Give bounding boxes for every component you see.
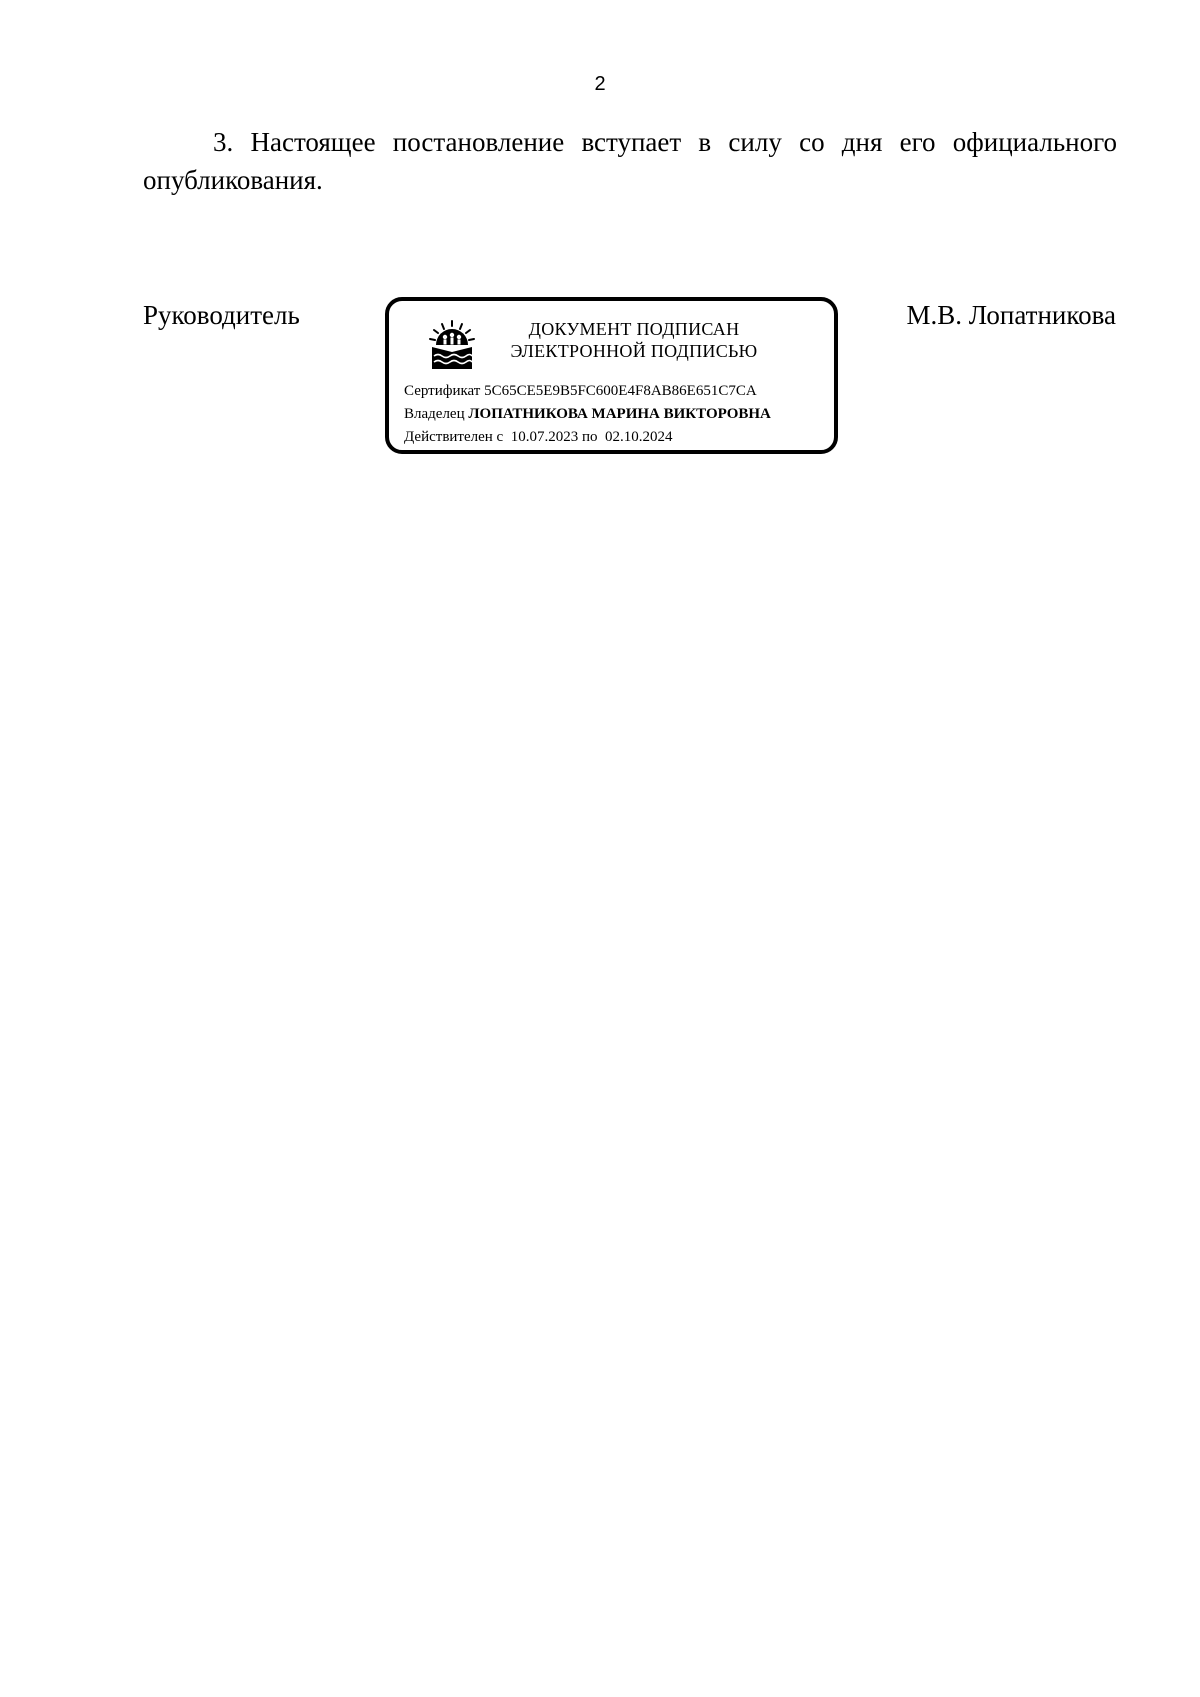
signatory-role: Руководитель bbox=[143, 300, 300, 330]
valid-to-label: по bbox=[581, 429, 598, 445]
stamp-title-line2: ЭЛЕКТРОННОЙ ПОДПИСЬЮ bbox=[510, 341, 758, 361]
valid-from: 10.07.2023 bbox=[510, 429, 579, 445]
resolution-paragraph bbox=[143, 123, 1117, 199]
valid-label: Действителен с bbox=[404, 429, 504, 445]
coat-of-arms-icon bbox=[425, 319, 479, 371]
electronic-signature-stamp bbox=[385, 297, 838, 454]
owner-line bbox=[404, 405, 771, 423]
validity-line bbox=[404, 428, 673, 446]
signatory-name: М.В. Лопатникова bbox=[906, 300, 1116, 330]
page-number: 2 bbox=[594, 73, 606, 95]
valid-to: 02.10.2024 bbox=[605, 429, 673, 445]
paragraph-text: 3. Настоящее постановление вступает в силу со дня его официального опубликования. bbox=[143, 127, 1117, 195]
certificate-line bbox=[404, 382, 757, 400]
certificate-value: 5C65CE5E9B5FC600E4F8AB86E651C7CA bbox=[484, 383, 757, 399]
coat-of-arms-icon-graphic bbox=[425, 319, 479, 371]
stamp-title bbox=[489, 318, 779, 362]
certificate-label: Сертификат bbox=[404, 383, 481, 399]
owner-label: Владелец bbox=[404, 406, 465, 422]
owner-value: ЛОПАТНИКОВА МАРИНА ВИКТОРОВНА bbox=[468, 406, 771, 422]
stamp-title-line1: ДОКУМЕНТ ПОДПИСАН bbox=[528, 319, 740, 339]
